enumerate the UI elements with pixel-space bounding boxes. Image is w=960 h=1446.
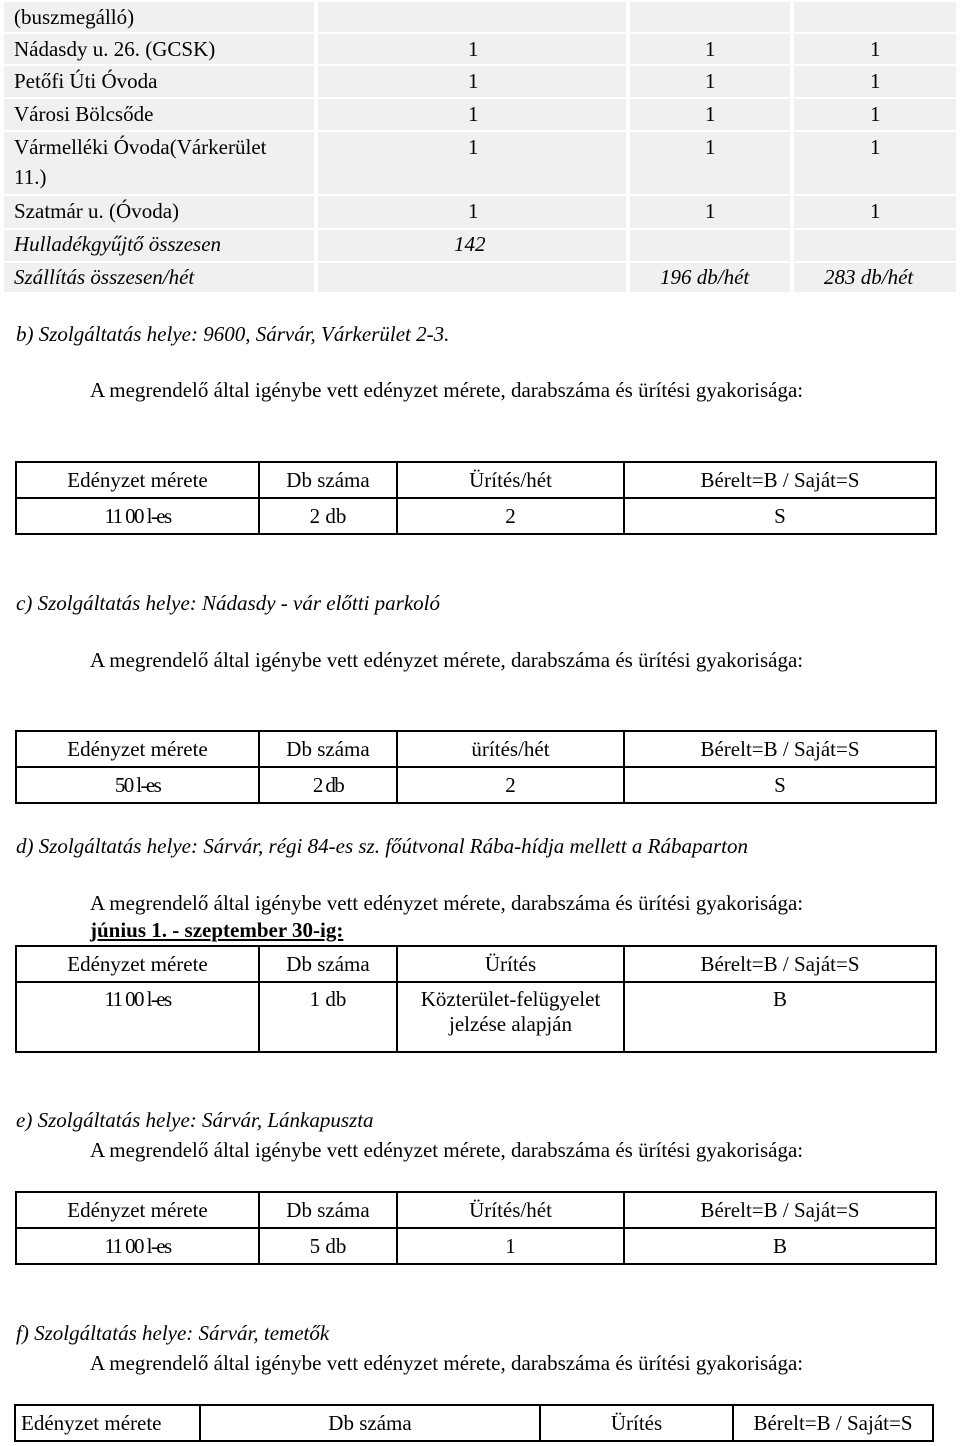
total-label: Hulladékgyűjtő összesen [14, 232, 222, 256]
table-cell [318, 263, 626, 292]
table-cell [794, 34, 956, 64]
table-cell [318, 230, 626, 261]
count-value: 1 [870, 37, 881, 61]
column-header: Ürítés [540, 1405, 733, 1441]
total-label: Szállítás összesen/hét [14, 265, 195, 289]
column-header: Bérelt=B / Saját=S [624, 731, 936, 767]
container-table [15, 461, 937, 535]
intro-text: A megrendelő által igénybe vett edényzet mérete, darabszáma és ürítési gyakorisága: [90, 1138, 804, 1162]
table-cell: 2 db [259, 767, 397, 803]
section-heading: b) Szolgáltatás helye: 9600, Sárvár, Várkerület 2-3. [16, 322, 450, 346]
table-header-row [16, 1192, 936, 1228]
count-value: 1 [468, 199, 479, 223]
section-heading: c) Szolgáltatás helye: Nádasdy - vár előtti parkoló [16, 591, 441, 615]
emptying-condition-continued: jelzése alapján [448, 1012, 572, 1036]
table-row [16, 767, 936, 803]
table-cell [630, 196, 790, 228]
column-header: Ürítés/hét [397, 462, 624, 498]
table-cell: 2 [397, 498, 624, 534]
column-header: Edényzet mérete [16, 731, 259, 767]
count-value: 1 [468, 37, 479, 61]
intro-text: A megrendelő által igénybe vett edényzet mérete, darabszáma és ürítési gyakorisága: [90, 1351, 804, 1375]
count-value: 1 [705, 37, 716, 61]
table-cell [4, 99, 314, 130]
table-cell [630, 66, 790, 97]
table-cell: 11 00 l-es [16, 498, 259, 534]
table-cell [794, 230, 956, 261]
column-header: Edényzet mérete [16, 1192, 259, 1228]
table-cell [4, 132, 314, 194]
table-cell: 5 db [259, 1228, 397, 1264]
column-header: Edényzet mérete [15, 1405, 200, 1441]
table-cell: 2 [397, 767, 624, 803]
table-cell: B [624, 982, 936, 1052]
table-cell: S [624, 767, 936, 803]
table-row [16, 1228, 936, 1264]
period-label: június 1. - szeptember 30-ig: [90, 918, 344, 942]
table-cell [794, 66, 956, 97]
location-name: Városi Bölcsőde [14, 102, 154, 126]
table-cell [630, 2, 790, 32]
table-cell: B [624, 1228, 936, 1264]
count-value: 1 [705, 102, 716, 126]
table-cell [794, 263, 956, 292]
table-cell [794, 2, 956, 32]
location-name: (buszmegálló) [14, 5, 135, 29]
count-value: 1 [468, 135, 479, 159]
emptying-condition: Közterület-felügyelet [420, 987, 601, 1011]
table-cell: 1 db [259, 982, 397, 1052]
table-cell [4, 230, 314, 261]
table-cell [318, 66, 626, 97]
intro-text: A megrendelő által igénybe vett edényzet mérete, darabszáma és ürítési gyakorisága: [90, 378, 804, 402]
table-cell: 11 00 l-es [16, 1228, 259, 1264]
column-header: Edényzet mérete [16, 462, 259, 498]
column-header: Db száma [259, 1192, 397, 1228]
table-cell [318, 132, 626, 194]
table-cell: 1 [397, 1228, 624, 1264]
column-header: ürítés/hét [397, 731, 624, 767]
table-cell [318, 196, 626, 228]
total-value: 196 db/hét [660, 265, 750, 289]
table-header-row [16, 731, 936, 767]
table-cell [794, 132, 956, 194]
count-value: 1 [705, 199, 716, 223]
count-value: 1 [870, 199, 881, 223]
column-header: Db száma [259, 946, 397, 982]
column-header: Bérelt=B / Saját=S [624, 462, 936, 498]
count-value: 1 [705, 135, 716, 159]
column-header: Bérelt=B / Saját=S [624, 1192, 936, 1228]
location-name: Vármelléki Óvoda(Várkerület [14, 135, 267, 159]
section-heading: f) Szolgáltatás helye: Sárvár, temetők [16, 1321, 330, 1345]
total-value: 142 [454, 232, 486, 256]
table-cell [318, 99, 626, 130]
table-cell: 11 00 l-es [16, 982, 259, 1052]
table-cell [4, 263, 314, 292]
container-table [15, 730, 937, 804]
table-row [16, 498, 936, 534]
intro-text: A megrendelő által igénybe vett edényzet mérete, darabszáma és ürítési gyakorisága: [90, 648, 804, 672]
table-header-row [15, 1405, 933, 1441]
column-header: Ürítés/hét [397, 1192, 624, 1228]
count-value: 1 [468, 102, 479, 126]
count-value: 1 [870, 135, 881, 159]
column-header: Edényzet mérete [16, 946, 259, 982]
column-header: Bérelt=B / Saját=S [624, 946, 936, 982]
column-header: Db száma [200, 1405, 540, 1441]
section-heading: d) Szolgáltatás helye: Sárvár, régi 84-es sz. főútvonal Rába-hídja mellett a Rábaparton [16, 834, 749, 858]
column-header: Bérelt=B / Saját=S [733, 1405, 933, 1441]
location-name-continued: 11.) [14, 165, 47, 189]
intro-text: A megrendelő által igénybe vett edényzet mérete, darabszáma és ürítési gyakorisága: [90, 891, 804, 915]
location-name: Szatmár u. (Óvoda) [14, 199, 180, 223]
total-value: 283 db/hét [824, 265, 914, 289]
container-table [15, 1191, 937, 1265]
table-cell [397, 982, 624, 1052]
location-name: Petőfi Úti Óvoda [14, 69, 158, 93]
count-value: 1 [468, 69, 479, 93]
table-cell [4, 34, 314, 64]
count-value: 1 [705, 69, 716, 93]
column-header: Db száma [259, 731, 397, 767]
table-cell [630, 230, 790, 261]
column-header: Ürítés [397, 946, 624, 982]
table-cell [630, 132, 790, 194]
section-heading: e) Szolgáltatás helye: Sárvár, Lánkapuszta [16, 1108, 374, 1132]
table-cell [4, 66, 314, 97]
table-cell [630, 34, 790, 64]
table-header-row [16, 946, 936, 982]
container-table [15, 945, 937, 1053]
table-cell: 50 l-es [16, 767, 259, 803]
table-row [16, 982, 936, 1052]
table-cell [630, 263, 790, 292]
table-cell [630, 99, 790, 130]
table-cell [4, 196, 314, 228]
table-cell [4, 2, 314, 32]
table-cell: 2 db [259, 498, 397, 534]
table-cell [794, 196, 956, 228]
table-cell: S [624, 498, 936, 534]
count-value: 1 [870, 102, 881, 126]
table-cell [794, 99, 956, 130]
table-cell [318, 34, 626, 64]
container-table [14, 1404, 934, 1442]
location-name: Nádasdy u. 26. (GCSK) [14, 37, 216, 61]
table-cell [318, 2, 626, 32]
count-value: 1 [870, 69, 881, 93]
column-header: Db száma [259, 462, 397, 498]
table-header-row [16, 462, 936, 498]
